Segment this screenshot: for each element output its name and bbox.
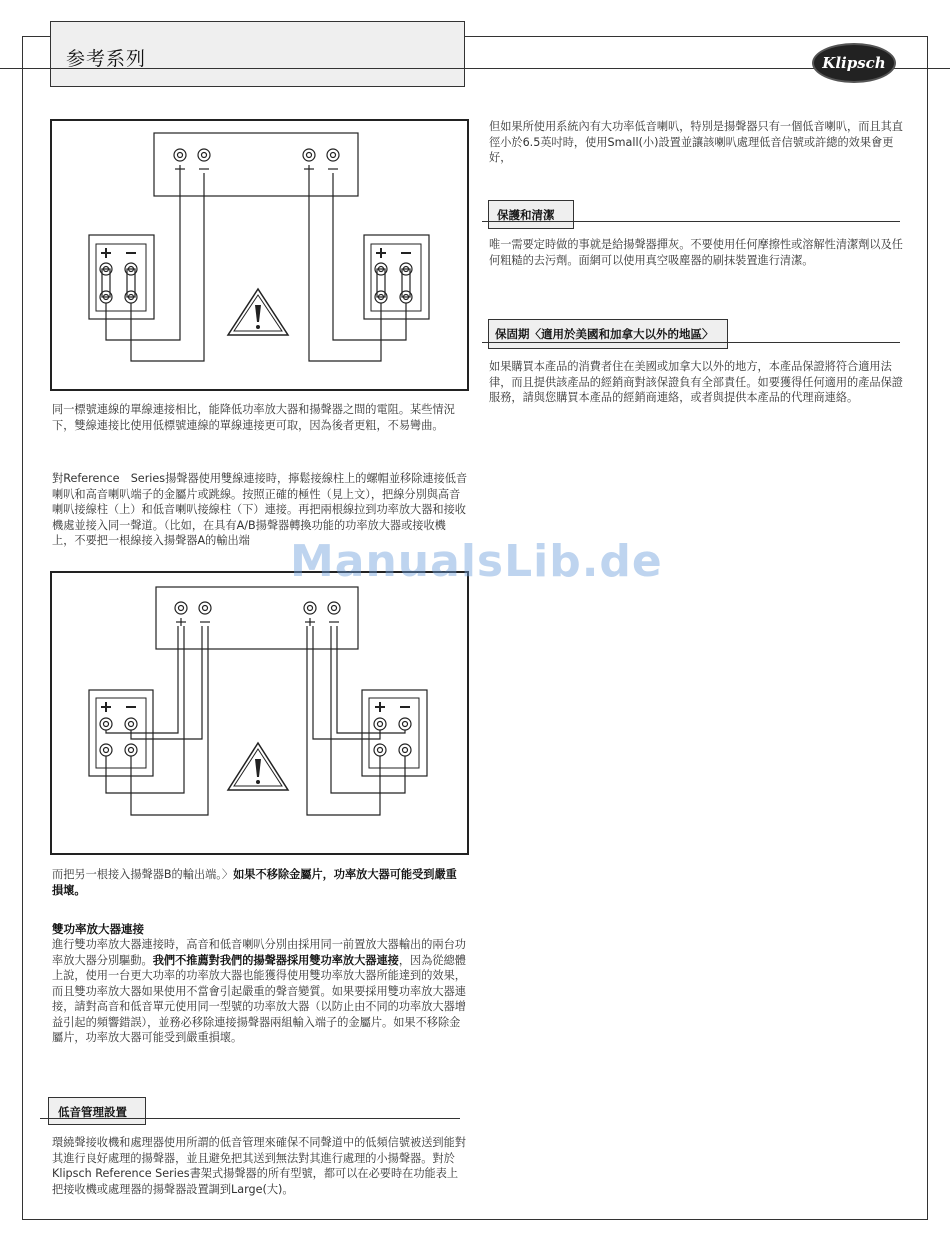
paragraph-bass-management: 環繞聲接收機和處理器使用所謂的低音管理來確保不同聲道中的低頻信號被送到能對其進行良好處理的揚聲器，並且避免把其送到無法對其進行處理的小揚聲器。對於Klipsch Reference Series書架式揚聲器的所有型號，都可以在必要時在功能表上把接收機或處理器的揚聲器設置調到Large(大)。 bbox=[52, 1136, 466, 1196]
warranty-heading-rule bbox=[482, 342, 900, 343]
watermark: ManualsLib.de bbox=[290, 536, 663, 587]
klipsch-logo bbox=[812, 43, 896, 83]
biamp-text-2: ，因為從總體上說，使用一台更大功率的功率放大器也能獲得使用雙功率放大器所能達到的效果，而且雙功率放大器如果使用不當會引起嚴重的聲音變質。如果要採用雙功率放大器連接，請對高音和低音單元使用同一型號的功率放大器（以防止由不同的功率放大器增益引起的頻響錯誤），並務必移除連接揚聲器兩組輸入端子的金屬片。如果不移除金屬片，功率放大器可能受到嚴重損壞。 bbox=[52, 953, 466, 1044]
bass-management-heading: 低音管理設置 bbox=[58, 1105, 127, 1119]
paragraph-small-setting: 但如果所使用系統內有大功率低音喇叭，特別是揚聲器只有一個低音喇叭，而且其直徑小於6.5英吋時，使用Small(小)設置並讓該喇叭處理低音信號或許總的效果會更好， bbox=[489, 120, 903, 164]
paragraph-biamp bbox=[52, 937, 468, 1046]
wiring-diagram-1 bbox=[50, 119, 469, 391]
biamp-text-1: 進行雙功率放大器連接時，高音和低音喇叭分別由採用同一前置放大器輸出的兩台功率放大器分別驅動。 bbox=[52, 938, 466, 967]
biamp-bold-text: 我們不推薦對我們的揚聲器採用雙功率放大器連接 bbox=[152, 953, 399, 967]
logo-text: Klipsch bbox=[822, 54, 886, 72]
biwire-warning-bold: 如果不移除金屬片，功率放大器可能受到嚴重損壞。 bbox=[52, 868, 457, 897]
wiring-diagram-2 bbox=[50, 571, 469, 855]
warranty-heading: 保固期〈適用於美國和加拿大以外的地區〉 bbox=[495, 327, 714, 341]
page-title: 参考系列 bbox=[66, 48, 147, 70]
paragraph-biwire-warning bbox=[52, 867, 468, 898]
paragraph-single-vs-biwire: 同一標號連線的單線連接相比，能降低功率放大器和揚聲器之間的電阻。某些情況下，雙線連接比使用低標號連線的單線連接更可取，因為後者更粗，不易彎曲。 bbox=[52, 403, 455, 432]
paragraph-warranty: 如果購買本產品的消費者住在美國或加拿大以外的地方，本產品保證將符合適用法律，而且提供該產品的經銷商對該保證負有全部責任。如要獲得任何適用的產品保證服務，請與您購買本產品的經銷商連絡，或者與提供本產品的代理商連絡。 bbox=[489, 360, 903, 404]
biwire-warning-plain: 而把另一根接入揚聲器B的輸出端。〉 bbox=[52, 868, 234, 881]
paragraph-biwire-instructions: 對Reference Series揚聲器使用雙線連接時，擰鬆接線柱上的螺帽並移除連接低音喇叭和高音喇叭端子的金屬片或跳線。按照正確的極性（見上文），把線分別與高音喇叭接線柱（上）和低音喇叭接線柱（下）連接。再把兩根線拉到功率放大器和接收機處並接入同一聲道。（比如，在具有A/B揚聲器轉換功能的功率放大器或接收機上，不要把一根線接入揚聲器A的輸出端 bbox=[52, 472, 468, 547]
paragraph-care: 唯一需要定時做的事就是給揚聲器撣灰。不要使用任何摩擦性或溶解性清潔劑以及任何粗糙的去污劑。面網可以使用真空吸塵器的刷抹裝置進行清潔。 bbox=[489, 238, 903, 267]
biamp-heading: 雙功率放大器連接 bbox=[52, 922, 144, 936]
care-heading: 保護和清潔 bbox=[497, 208, 555, 222]
